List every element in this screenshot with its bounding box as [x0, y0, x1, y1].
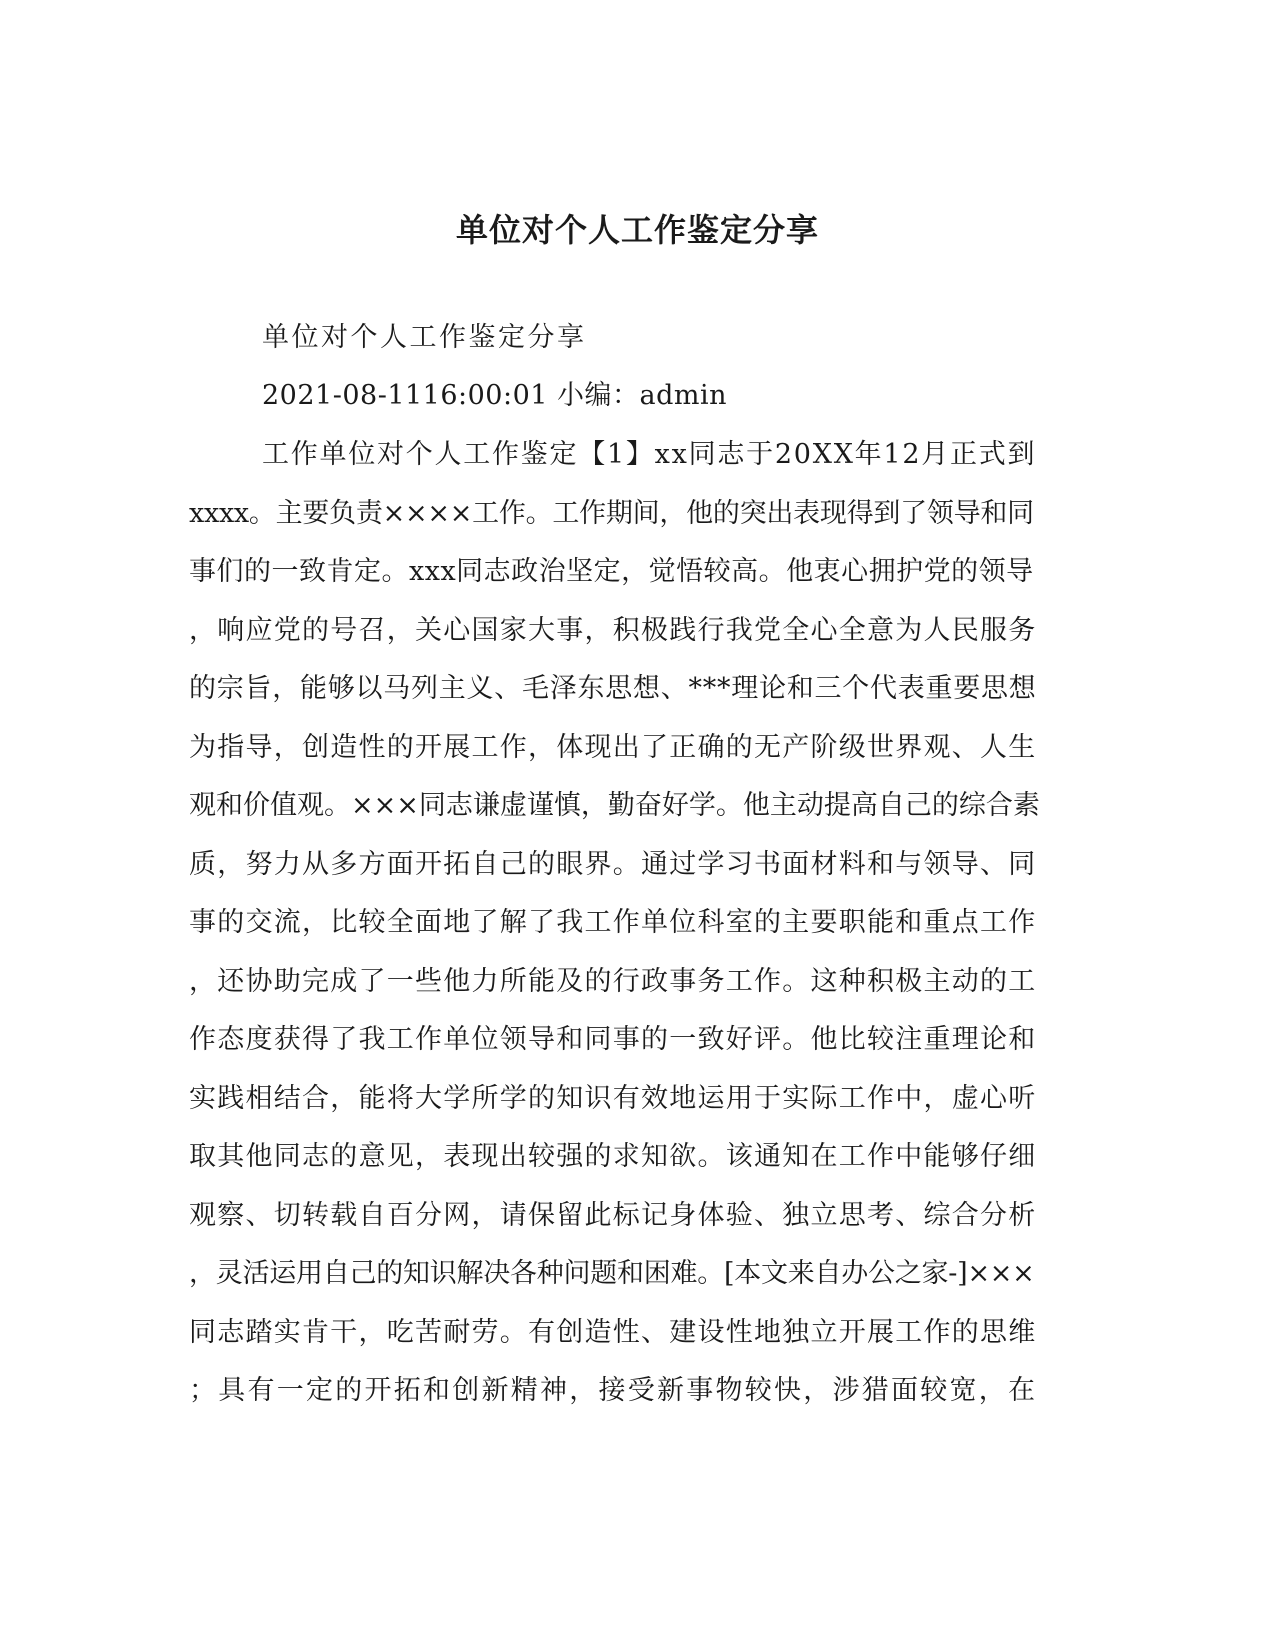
- body-line: 工作单位对个人工作鉴定【1】xx同志于20XX年12月正式到: [262, 439, 1037, 470]
- body-line: xxxx。主要负责××××工作。工作期间，他的突出表现得到了领导和同: [189, 498, 1034, 529]
- body-line: 观察、切转载自百分网，请保留此标记身体验、独立思考、综合分析: [189, 1200, 1037, 1231]
- body-line: 质，努力从多方面开拓自己的眼界。通过学习书面材料和与领导、同: [189, 849, 1037, 880]
- body-line: 事们的一致肯定。xxx同志政治坚定，觉悟较高。他衷心拥护党的领导: [189, 556, 1034, 587]
- body-line: 实践相结合，能将大学所学的知识有效地运用于实际工作中，虚心听: [189, 1083, 1037, 1114]
- body-line: 事的交流，比较全面地了解了我工作单位科室的主要职能和重点工作: [189, 907, 1037, 938]
- document-meta: 2021-08-1116:00:01 小编：admin: [262, 380, 728, 411]
- document-subtitle: 单位对个人工作鉴定分享: [262, 322, 587, 353]
- body-line: ，灵活运用自己的知识解决各种问题和困难。[本文来自办公之家-]×××: [189, 1258, 1035, 1289]
- document-title: 单位对个人工作鉴定分享: [455, 211, 819, 249]
- body-line: 为指导，创造性的开展工作，体现出了正确的无产阶级世界观、人生: [189, 732, 1037, 763]
- body-line: 取其他同志的意见，表现出较强的求知欲。该通知在工作中能够仔细: [189, 1141, 1037, 1172]
- body-line: 作态度获得了我工作单位领导和同事的一致好评。他比较注重理论和: [189, 1024, 1037, 1055]
- body-line: ；具有一定的开拓和创新精神，接受新事物较快，涉猎面较宽，在: [189, 1375, 1038, 1406]
- body-line: 同志踏实肯干，吃苦耐劳。有创造性、建设性地独立开展工作的思维: [189, 1317, 1037, 1348]
- body-line: 观和价值观。×××同志谦虚谨慎，勤奋好学。他主动提高自己的综合素: [189, 790, 1040, 821]
- body-line: 的宗旨，能够以马列主义、毛泽东思想、***理论和三个代表重要思想: [189, 673, 1037, 704]
- body-line: ，响应党的号召，关心国家大事，积极践行我党全心全意为人民服务: [189, 615, 1037, 646]
- body-line: ，还协助完成了一些他力所能及的行政事务工作。这种积极主动的工: [189, 966, 1037, 997]
